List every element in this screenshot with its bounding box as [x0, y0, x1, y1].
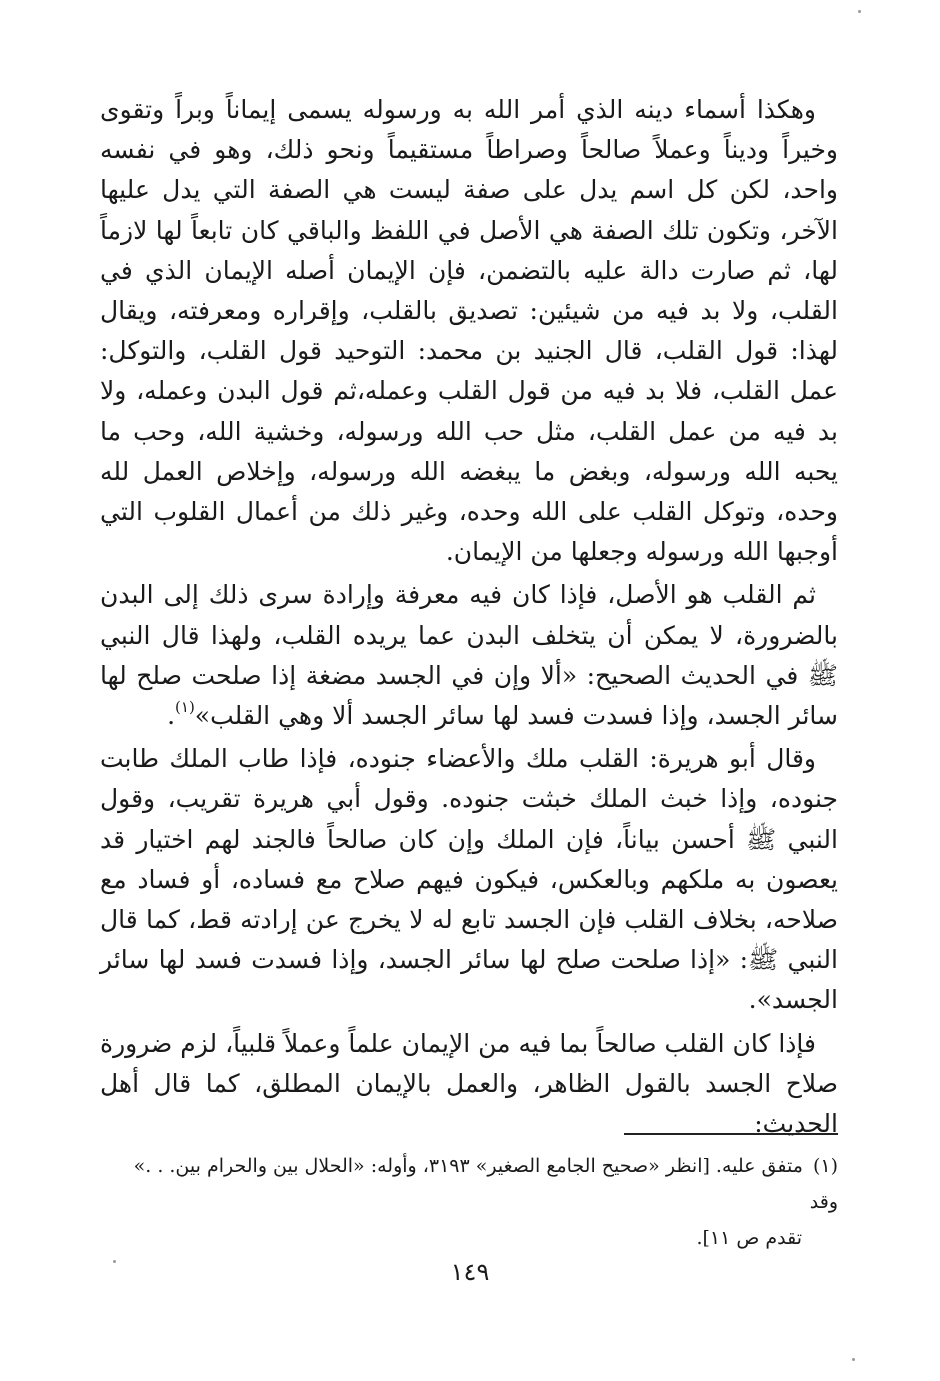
footnote — [100, 1148, 838, 1256]
paragraph-4: فإذا كان القلب صالحاً بما فيه من الإيمان علماً وعملاً قلبياً، لزم ضرورة صلاح الجسد بالقول الظاهر، والعمل بالإيمان المطلق، كما قال أهل الحديث: — [100, 1028, 838, 1139]
scan-speck — [858, 10, 861, 13]
footnote-line-2: تقدم ص ١١]. — [696, 1227, 802, 1249]
footnote-number: (١) — [812, 1155, 838, 1177]
scan-speck — [852, 1358, 855, 1361]
scan-speck — [113, 1260, 116, 1263]
paragraph-1: وهكذا أسماء دينه الذي أمر الله به ورسوله يسمى إيماناً وبراً وتقوى وخيراً وديناً وعملاً صالحاً وصراطاً مستقيماً ونحو ذلك، وهو في نفسه واحد، لكن كل اسم يدل على صفة ليست هي الصفة التي يدل عليها الآخر، وتكون تلك الصفة هي الأصل في اللفظ والباقي كان تابعاً لها لازماً لها، ثم صارت دالة عليه بالتضمن، فإن الإيمان أصله الإيمان الذي في القلب، ولا بد فيه من شيئين: تصديق بالقلب، وإقراره ومعرفته، ويقال لهذا: قول القلب، قال الجنيد بن محمد: التوحيد قول القلب، والتوكل: عمل القلب، فلا بد فيه من قول القلب وعمله،ثم قول البدن وعمله، ولا بد فيه من عمل القلب، مثل حب الله ورسوله، وخشية الله، وحب ما يحبه الله ورسوله، وبغض ما يبغضه الله ورسوله، وإخلاص العمل لله وحده، وتوكل القلب على الله وحده، وغير ذلك من أعمال القلوب التي أوجبها الله ورسوله وجعلها من الإيمان. — [100, 95, 838, 567]
paragraph-2 — [100, 575, 838, 736]
footnote-line-1: متفق عليه. [انظر «صحيح الجامع الصغير» ٣١٩٣، وأوله: «الحلال بين والحرام بين. . .» وقد — [133, 1155, 838, 1213]
paragraph-3: وقال أبو هريرة: القلب ملك والأعضاء جنوده، فإذا طاب الملك طابت جنوده، وإذا خبث الملك خبثت جنوده. وقول أبي هريرة تقريب، وقول النبي ﷺ أحسن بياناً، فإن الملك وإن كان صالحاً فالجند لهم اختيار قد يعصون به ملكهم وبالعكس، فيكون فيهم صلاح مع فساده، أو فساد مع صلاحه، بخلاف القلب فإن الجسد تابع له لا يخرج عن إرادته قط، كما قال النبي ﷺ: «إذا صلحت صلح لها سائر الجسد، وإذا فسدت فسد لها سائر الجسد». — [100, 744, 838, 1015]
paragraph-2-end: . — [167, 701, 176, 731]
page-number: ١٤٩ — [450, 1258, 490, 1286]
footnote-separator — [624, 1133, 838, 1135]
paragraph-2-text: ثم القلب هو الأصل، فإذا كان فيه معرفة وإرادة سرى ذلك إلى البدن بالضرورة، لا يمكن أن يتخلف البدن عما يريده القلب، ولهذا قال النبي ﷺ في الحديث الصحيح: «ألا وإن في الجسد مضغة إذا صلحت صلح لها سائر الجسد، وإذا فسدت فسد لها سائر الجسد ألا وهي القلب» — [100, 580, 838, 731]
footnote-reference[interactable]: (١) — [175, 698, 195, 717]
main-text — [100, 90, 838, 1144]
